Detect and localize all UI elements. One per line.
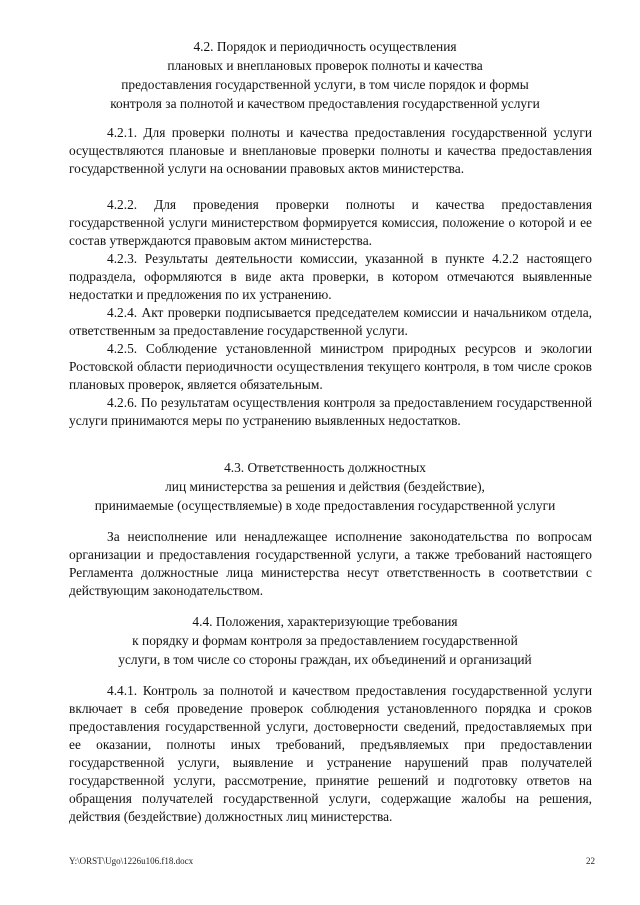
heading-line: услуги, в том числе со стороны граждан, их объединений и организаций <box>118 652 532 667</box>
footer-page-number: 22 <box>586 856 595 866</box>
section-4-3-heading <box>60 458 590 515</box>
paragraph-4-2-2: 4.2.2. Для проведения проверки полноты и качества предоставления государственной услуги министерством формируется комиссия, положение о которой и ее состав утверждаются правовым актом министерства. <box>69 197 592 248</box>
heading-line: 4.2. Порядок и периодичность осуществления <box>193 39 457 54</box>
heading-line: 4.3. Ответственность должностных <box>224 460 426 475</box>
heading-line: принимаемые (осуществляемые) в ходе предоставления государственной услуги <box>94 498 556 513</box>
paragraph-4-3: За неисполнение или ненадлежащее исполнение законодательства по вопросам организации и предоставления государственной услуги, а также требований настоящего Регламента должностные лица министерства несут ответственность в соответствии с действующим законодательством. <box>69 529 592 598</box>
paragraph-4-2-5: 4.2.5. Соблюдение установленной министром природных ресурсов и экологии Ростовской области периодичности осуществления текущего контроля, в том числе сроков плановых проверок, является обязательным. <box>69 341 592 392</box>
heading-line: контроля за полнотой и качеством предоставления государственной услуги <box>110 96 540 111</box>
paragraph-4-4-1: 4.4.1. Контроль за полнотой и качеством предоставления государственной услуги включает в себя проведение проверок соблюдения установленного порядка и сроков предоставления государственной услуги, достоверности сведений, предоставляемых при ее оказании, полноты иных требований, предъявляемых при предоставлении государственной услуги, выявление и устранение нарушений прав получателей государственной услуги, рассмотрение, принятие решений и подготовку ответов на обращения получателей государственной услуги, содержащие жалобы на решения, действия (бездействие) должностных лиц министерства. <box>69 683 592 824</box>
heading-line: 4.4. Положения, характеризующие требования <box>192 614 458 629</box>
paragraph-4-2-6: 4.2.6. По результатам осуществления контроля за предоставлением государственной услуги принимаются меры по устранению выявленных недостатков. <box>69 395 592 428</box>
paragraph-4-2-3: 4.2.3. Результаты деятельности комиссии, указанной в пункте 4.2.2 настоящего подраздела, оформляются в виде акта проверки, в котором отмечаются выявленные недостатки и предложения по их устранению. <box>69 251 592 302</box>
footer-file-path: Y:\ORST\Ugo\1226u106.f18.docx <box>69 856 194 866</box>
paragraph-4-2-1: 4.2.1. Для проверки полноты и качества предоставления государственной услуги осуществляются плановые и внеплановые проверки полноты и качества предоставления государственной услуги на основании правовых актов министерства. <box>69 125 592 176</box>
heading-line: предоставления государственной услуги, в том числе порядок и формы <box>121 77 529 92</box>
heading-line: лиц министерства за решения и действия (бездействие), <box>165 479 485 494</box>
paragraph-4-2-4: 4.2.4. Акт проверки подписывается председателем комиссии и начальником отдела, ответственным за предоставление государственной услуги. <box>69 305 592 338</box>
section-4-4-heading <box>60 612 590 669</box>
heading-line: к порядку и формам контроля за предоставлением государственной <box>132 633 518 648</box>
section-4-2-heading <box>60 37 590 113</box>
heading-line: плановых и внеплановых проверок полноты и качества <box>167 58 483 73</box>
